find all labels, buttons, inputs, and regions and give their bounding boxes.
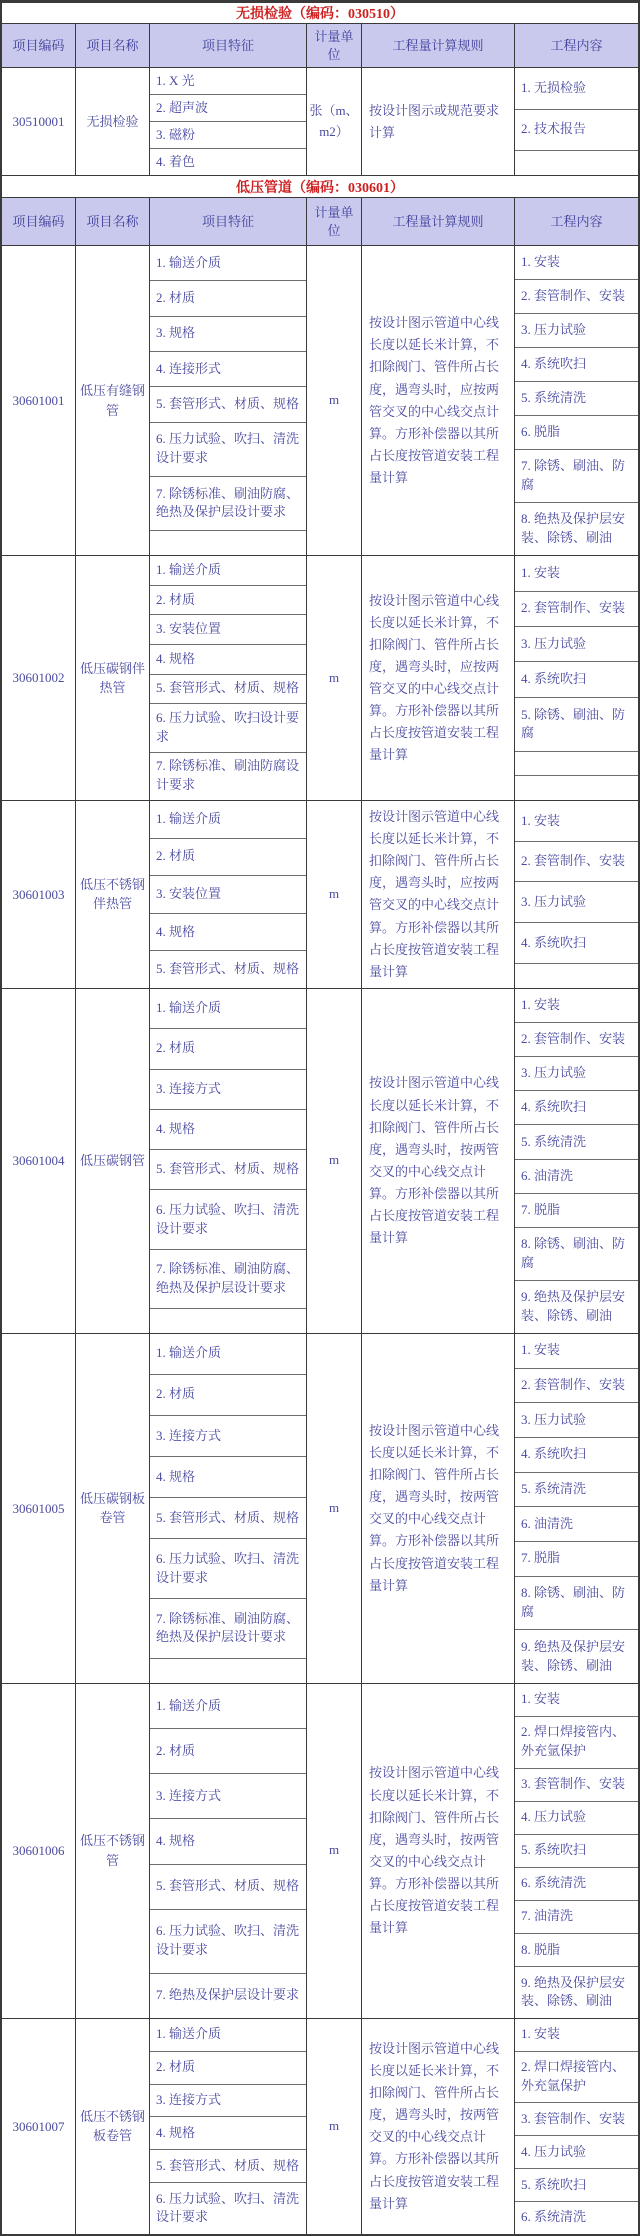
item-name-cell: 低压有缝钢管 — [76, 246, 150, 555]
content-item: 2. 套管制作、安装 — [515, 280, 638, 314]
feature-item — [150, 1309, 306, 1333]
content-item: 9. 绝热及保护层安装、除锈、刷油 — [521, 1974, 626, 2009]
content-item: 8. 绝热及保护层安装、除锈、刷油 — [521, 511, 626, 546]
content-item: 1. 安装 — [515, 556, 638, 591]
rule-cell: 按设计图示管道中心线长度以延长米计算，不扣除阀门、管件所占长度，遇弯头时，按两管交叉的中心线交点计算。方形补偿器以其所占长度按管道安装工程量计算 — [362, 1334, 515, 1683]
content-item: 7. 脱脂 — [515, 1542, 638, 1577]
content-item: 4. 压力试验 — [515, 1802, 638, 1835]
feature-item: 1. 输送介质 — [150, 556, 306, 586]
content-item: 2. 套管制作、安装 — [515, 842, 638, 883]
feature-item: 4. 规格 — [150, 1819, 306, 1864]
feature-item: 4. 规格 — [150, 1457, 306, 1498]
content-item: 8. 除锈、刷油、防腐 — [515, 1228, 638, 1281]
content-item: 2. 套管制作、安装 — [515, 1369, 638, 1404]
content-item: 9. 绝热及保护层安装、除锈、刷油 — [521, 1638, 626, 1673]
column-header: 工程内容 — [515, 24, 638, 67]
content-column — [515, 801, 638, 988]
feature-column — [150, 2019, 307, 2234]
content-item: 4. 系统吹扫 — [515, 1091, 638, 1125]
content-item — [515, 752, 638, 776]
feature-item: 7. 除锈标准、刷油防腐、绝热及保护层设计要求 — [150, 477, 306, 531]
content-item: 8. 脱脂 — [515, 1934, 638, 1967]
column-header: 项目名称 — [76, 24, 150, 67]
feature-column — [150, 989, 307, 1333]
table-row — [2, 67, 638, 175]
content-item: 5. 除锈、刷油、防腐 — [515, 698, 638, 752]
content-item: 5. 系统吹扫 — [515, 2169, 638, 2202]
column-header: 项目特征 — [150, 198, 307, 245]
rule-cell: 按设计图示管道中心线长度以延长米计算，不扣除阀门、管件所占长度，遇弯头时，应按两管交叉的中心线交点计算。方形补偿器以其所占长度按管道安装工程量计算 — [362, 556, 515, 800]
feature-item: 6. 压力试验、吹扫、清洗设计要求 — [156, 2190, 300, 2225]
content-item: 1. 安装 — [515, 1334, 638, 1369]
content-item: 5. 系统吹扫 — [515, 1835, 638, 1868]
feature-item: 4. 规格 — [150, 645, 306, 675]
feature-item: 3. 磁粉 — [150, 122, 306, 149]
content-item: 4. 系统吹扫 — [515, 348, 638, 382]
content-item: 1. 安装 — [515, 246, 638, 280]
content-item: 1. 无损检验 — [515, 68, 638, 110]
table-row — [2, 1683, 638, 2018]
item-code-cell: 30601002 — [2, 556, 76, 800]
content-item: 4. 压力试验 — [515, 2136, 638, 2169]
feature-item: 5. 套管形式、材质、规格 — [156, 961, 300, 977]
feature-item: 5. 套管形式、材质、规格 — [150, 387, 306, 422]
item-name-cell: 低压不锈钢板卷管 — [76, 2019, 150, 2234]
content-column — [515, 68, 638, 175]
content-item: 1. 安装 — [515, 2019, 638, 2052]
content-item: 6. 系统清洗 — [521, 2209, 587, 2225]
rule-cell: 按设计图示管道中心线长度以延长米计算，不扣除阀门、管件所占长度，遇弯头时，按两管交叉的中心线交点计算。方形补偿器以其所占长度按管道安装工程量计算 — [362, 989, 515, 1333]
feature-item: 1. 输送介质 — [150, 246, 306, 281]
column-header: 项目名称 — [76, 198, 150, 245]
feature-item: 6. 压力试验、吹扫、清洗设计要求 — [150, 1190, 306, 1249]
feature-column — [150, 801, 307, 988]
table-row — [2, 2018, 638, 2234]
feature-item: 3. 连接方式 — [150, 1416, 306, 1457]
content-item: 1. 安装 — [515, 989, 638, 1023]
table-root — [2, 2, 638, 2234]
column-header: 工程量计算规则 — [362, 24, 515, 67]
feature-item — [150, 1659, 306, 1683]
content-item: 6. 油清洗 — [515, 1507, 638, 1542]
item-code-cell: 30601005 — [2, 1334, 76, 1683]
table-row — [2, 555, 638, 800]
feature-item: 2. 材质 — [150, 586, 306, 616]
item-name-cell: 低压不锈钢管 — [76, 1684, 150, 2018]
feature-item: 2. 材质 — [150, 1029, 306, 1069]
unit-cell: m — [307, 2019, 362, 2234]
content-item: 1. 安装 — [515, 1684, 638, 1717]
feature-item — [150, 531, 306, 555]
content-item: 4. 系统吹扫 — [515, 1438, 638, 1473]
feature-item: 4. 连接形式 — [150, 352, 306, 387]
feature-item: 2. 材质 — [150, 1375, 306, 1416]
feature-item: 5. 套管形式、材质、规格 — [150, 1150, 306, 1190]
unit-cell: m — [307, 556, 362, 800]
unit-cell: 张（m、m2） — [307, 68, 362, 175]
feature-item: 3. 连接方式 — [150, 1774, 306, 1819]
content-column — [515, 989, 638, 1333]
content-item: 3. 压力试验 — [515, 1403, 638, 1438]
feature-item: 5. 套管形式、材质、规格 — [150, 1865, 306, 1910]
feature-column — [150, 68, 307, 175]
feature-column — [150, 246, 307, 555]
feature-item: 5. 套管形式、材质、规格 — [150, 2150, 306, 2183]
rule-cell: 按设计图示管道中心线长度以延长米计算，不扣除阀门、管件所占长度，遇弯头时，按两管交叉的中心线交点计算。方形补偿器以其所占长度按管道安装工程量计算 — [362, 2019, 515, 2234]
feature-item: 4. 着色 — [156, 153, 196, 169]
content-item: 2. 焊口焊接管内、外充氩保护 — [515, 2052, 638, 2104]
unit-cell: m — [307, 1334, 362, 1683]
feature-item: 2. 超声波 — [150, 95, 306, 122]
feature-item: 1. 输送介质 — [150, 1684, 306, 1729]
content-item: 5. 系统清洗 — [515, 1125, 638, 1159]
feature-item: 4. 规格 — [150, 914, 306, 952]
unit-cell: m — [307, 1684, 362, 2018]
feature-item: 3. 连接方式 — [150, 1070, 306, 1110]
column-header: 工程量计算规则 — [362, 198, 515, 245]
feature-column — [150, 1334, 307, 1683]
feature-item: 6. 压力试验、吹扫、清洗设计要求 — [150, 1910, 306, 1974]
content-item: 9. 绝热及保护层安装、除锈、刷油 — [521, 1288, 626, 1323]
item-code-cell: 30601003 — [2, 801, 76, 988]
feature-item: 6. 压力试验、吹扫、清洗设计要求 — [150, 1539, 306, 1599]
feature-item: 3. 安装位置 — [150, 876, 306, 914]
rule-cell: 按设计图示或规范要求计算 — [362, 68, 515, 175]
feature-item: 2. 材质 — [150, 839, 306, 877]
item-code-cell: 30601001 — [2, 246, 76, 555]
section-title: 无损检验（编码：030510） — [2, 2, 638, 23]
unit-cell: m — [307, 801, 362, 988]
column-header: 计量单位 — [307, 198, 362, 245]
content-item: 8. 除锈、刷油、防腐 — [515, 1577, 638, 1631]
feature-item: 1. X 光 — [150, 68, 306, 95]
content-item: 2. 套管制作、安装 — [515, 592, 638, 627]
table-row — [2, 1333, 638, 1683]
content-item: 2. 焊口焊接管内、外充氩保护 — [515, 1717, 638, 1769]
column-header: 项目编码 — [2, 198, 76, 245]
column-header: 项目特征 — [150, 24, 307, 67]
item-code-cell: 30601007 — [2, 2019, 76, 2234]
feature-item: 7. 除锈标准、刷油防腐、绝热及保护层设计要求 — [150, 1599, 306, 1659]
feature-item: 7. 绝热及保护层设计要求 — [156, 1987, 300, 2003]
content-item: 2. 套管制作、安装 — [515, 1023, 638, 1057]
column-header: 项目编码 — [2, 24, 76, 67]
feature-item: 6. 压力试验、吹扫、清洗设计要求 — [150, 423, 306, 477]
content-item: 3. 压力试验 — [515, 1057, 638, 1091]
content-item: 3. 压力试验 — [515, 882, 638, 923]
content-column — [515, 1334, 638, 1683]
rule-cell: 按设计图示管道中心线长度以延长米计算，不扣除阀门、管件所占长度，遇弯头时，应按两管交叉的中心线交点计算。方形补偿器以其所占长度按管道安装工程量计算 — [362, 801, 515, 988]
item-name-cell: 无损检验 — [76, 68, 150, 175]
feature-item: 2. 材质 — [150, 2052, 306, 2085]
content-item: 4. 系统吹扫 — [515, 662, 638, 697]
feature-item: 1. 输送介质 — [150, 801, 306, 839]
content-item — [515, 151, 638, 175]
content-item — [515, 776, 638, 800]
feature-column — [150, 556, 307, 800]
unit-cell: m — [307, 246, 362, 555]
feature-item: 6. 压力试验、吹扫设计要求 — [150, 704, 306, 752]
content-item: 6. 脱脂 — [515, 416, 638, 450]
feature-item: 7. 除锈标准、刷油防腐、绝热及保护层设计要求 — [150, 1250, 306, 1309]
feature-item: 7. 除锈标准、刷油防腐设计要求 — [156, 758, 300, 793]
unit-cell: m — [307, 989, 362, 1333]
content-item: 3. 压力试验 — [515, 314, 638, 348]
item-name-cell: 低压碳钢伴热管 — [76, 556, 150, 800]
content-column — [515, 1684, 638, 2018]
feature-item: 4. 规格 — [150, 2117, 306, 2150]
feature-item: 4. 规格 — [150, 1110, 306, 1150]
content-item: 2. 技术报告 — [515, 110, 638, 152]
content-item: 6. 油清洗 — [515, 1160, 638, 1194]
feature-item: 5. 套管形式、材质、规格 — [150, 675, 306, 705]
content-item: 1. 安装 — [515, 801, 638, 842]
content-item: 3. 压力试验 — [515, 627, 638, 662]
column-header: 工程内容 — [515, 198, 638, 245]
content-item: 3. 套管制作、安装 — [515, 1769, 638, 1802]
header-row — [2, 197, 638, 245]
item-name-cell: 低压不锈钢伴热管 — [76, 801, 150, 988]
content-item: 6. 系统清洗 — [515, 1868, 638, 1901]
feature-item: 5. 套管形式、材质、规格 — [150, 1498, 306, 1539]
content-column — [515, 556, 638, 800]
item-code-cell: 30601006 — [2, 1684, 76, 2018]
content-item — [515, 964, 638, 988]
feature-item: 2. 材质 — [150, 281, 306, 316]
rule-cell: 按设计图示管道中心线长度以延长米计算，不扣除阀门、管件所占长度，遇弯头时，应按两管交叉的中心线交点计算。方形补偿器以其所占长度按管道安装工程量计算 — [362, 246, 515, 555]
table-row — [2, 245, 638, 555]
content-item: 3. 套管制作、安装 — [515, 2103, 638, 2136]
feature-item: 1. 输送介质 — [150, 989, 306, 1029]
content-column — [515, 2019, 638, 2234]
section-title: 低压管道（编码：030601） — [2, 175, 638, 197]
content-item: 7. 除锈、刷油、防腐 — [515, 450, 638, 503]
rule-cell: 按设计图示管道中心线长度以延长米计算，不扣除阀门、管件所占长度，遇弯头时，按两管交叉的中心线交点计算。方形补偿器以其所占长度按管道安装工程量计算 — [362, 1684, 515, 2018]
content-column — [515, 246, 638, 555]
feature-item: 3. 安装位置 — [150, 615, 306, 645]
item-name-cell: 低压碳钢管 — [76, 989, 150, 1333]
content-item: 5. 系统清洗 — [515, 1473, 638, 1508]
item-code-cell: 30601004 — [2, 989, 76, 1333]
feature-item: 1. 输送介质 — [150, 2019, 306, 2052]
feature-item: 3. 规格 — [150, 317, 306, 352]
content-item: 7. 油清洗 — [515, 1901, 638, 1934]
content-item: 4. 系统吹扫 — [515, 923, 638, 964]
header-row — [2, 23, 638, 67]
content-item: 7. 脱脂 — [515, 1194, 638, 1228]
feature-item: 2. 材质 — [150, 1729, 306, 1774]
feature-item: 3. 连接方式 — [150, 2085, 306, 2118]
item-name-cell: 低压碳钢板卷管 — [76, 1334, 150, 1683]
feature-column — [150, 1684, 307, 2018]
column-header: 计量单位 — [307, 24, 362, 67]
content-item: 5. 系统清洗 — [515, 382, 638, 416]
feature-item: 1. 输送介质 — [150, 1334, 306, 1375]
table-row — [2, 988, 638, 1333]
item-code-cell: 30510001 — [2, 68, 76, 175]
table-row — [2, 800, 638, 988]
